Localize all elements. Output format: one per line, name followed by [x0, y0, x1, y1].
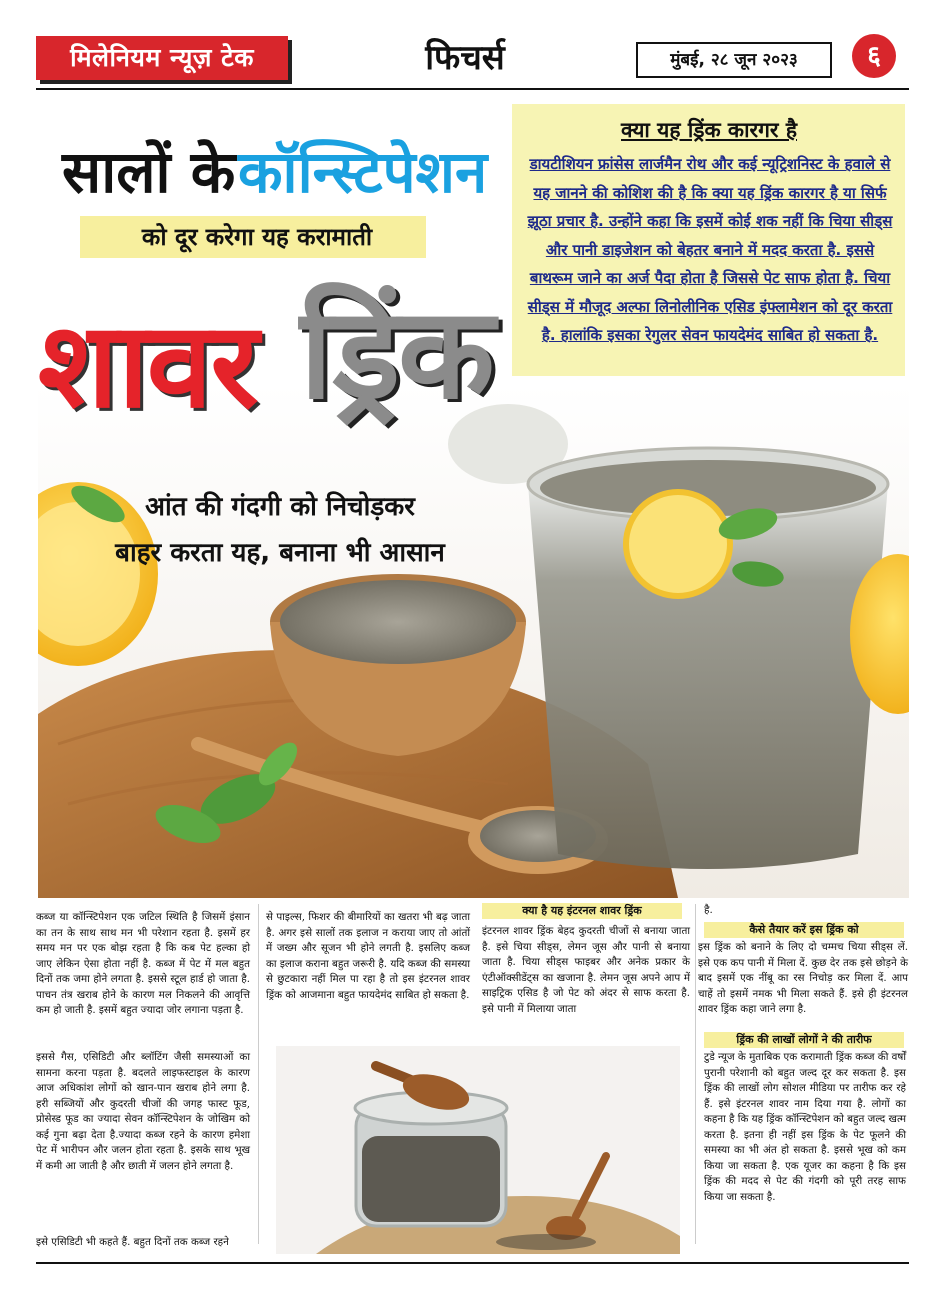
tagline-line-2: बाहर करता यह, बनाना भी आसान	[115, 538, 445, 568]
article-col2-para1: से पाइल्स, फिशर की बीमारियों का खतरा भी बढ़ जाता है. अगर इसे सालों तक इलाज न कराया जाए तो आंतों में जख्म और सूजन भी होने लगती है. इसलिए कब्ज का इलाज कराना बहुत जरूरी है. यदि कब्ज की समस्या से छुटकारा नहीं मिल पा रहा है तो इस इंटरनल शावर ड्रिंक को आजमाना बहुत फायदेमंद साबित हो सकता है.	[266, 911, 470, 1001]
article-col1-para3: इसे एसिडिटी भी कहते हैं. बहुत दिनों तक कब्ज रहने	[36, 1236, 229, 1248]
section-heading-praise: ड्रिंक की लाखों लोगों ने की तारीफ	[704, 1032, 904, 1048]
article-col4-para1: इस ड्रिंक को बनाने के लिए दो चम्मच चिया सीड्स लें. इसे एक कप पानी में मिला दें. कुछ देर तक इसे छोड़ने के बाद इसमें एक नींबू का रस निचोड़ कर मिला दें. आप चाहें तो इसमें नमक भी मिला सकते हैं. इसे ही इंटरनल शावर ड्रिंक कहा जाने लगा है.	[698, 941, 908, 1015]
article-col4-continuation: है.	[704, 904, 713, 916]
article-col3-para1: इंटरनल शावर ड्रिंक बेहद कुदरती चीजों से बनाया जाता है. इसे चिया सीड्स, लेमन जूस और पानी से बनाया जाता है. चिया सीड्स फाइबर और अनेक प्रकार के एंटीऑक्सीडेंट्स का खजाना है. लेमन जूस अपने आप में साइट्रिक एसिड है जो पेट को अंदर से साफ करता है. इसे पानी में मिलाया जाता	[482, 925, 690, 1015]
subheadline: को दूर करेगा यह करामाती	[141, 223, 373, 251]
tagline-line-1: आंत की गंदगी को निचोड़कर	[145, 492, 415, 522]
article-col1-para2: इससे गैस, एसिडिटी और ब्लॉटिंग जैसी समस्याओं का सामना करना पड़ता है. बदलते लाइफस्टाइल के कारण आज अधिकांश लोगों को खान-पान खराब होने लगा है. हरी सब्जियों और कुदरती चीजों की जगह फास्ट फूड, प्रोसेस्ड फूड का ज्यादा सेवन कॉन्स्टिपेशन के जोखिम को कई गुना बढ़ा देता है.ज्यादा कब्ज रहने के कारण हमेशा पेट में भारीपन और जलन होता रहता है. इसके साथ भूख में कमी आ जाती है और छाती में जलन होने लगता है.	[36, 1051, 250, 1172]
footer-rule	[36, 1262, 909, 1264]
headline-word-constipation: कॉन्स्टिपेशन	[238, 138, 488, 206]
chia-jar-photo	[276, 1046, 680, 1254]
article-col4-para2: टुडे न्यूज के मुताबिक एक करामाती ड्रिंक कब्ज की वर्षों पुरानी परेशानी को बहुत जल्द दूर कर सकता है. इस ड्रिंक की लाखों लोग सोशल मीडिया पर तारीफ कर रहे हैं. इसे इंटरनल शावर नाम दिया गया है. लोगों का कहना है कि यह ड्रिंक कॉन्स्टिपेशन को बहुत जल्द खत्म करता है. इतना ही नहीं इस ड्रिंक के पेट फूलने की समस्या का भी अंत हो सकता है. इससे भूख को कम किया जा सकता है. एक यूजर का कहना है कि इस ड्रिंक की मदद से पेट की गंदगी को पूरी तरह साफ किया जा सकता है.	[704, 1051, 906, 1203]
page-number-badge: ६	[852, 34, 896, 78]
chia-drink-photo	[38, 384, 909, 898]
section-heading-what-is: क्या है यह इंटरनल शावर ड्रिंक	[482, 903, 682, 919]
column-divider	[695, 904, 696, 1244]
headline-word-drink: ड्रिंक	[300, 280, 493, 427]
photo-tagline	[60, 484, 500, 576]
headline-word-saalon: सालों के	[62, 138, 236, 206]
dateline: मुंबई, २८ जून २०२३	[636, 42, 832, 78]
sidebar-box-text: डायटीशियन फ्रांसेस लार्जमैन रोथ और कई न्यूट्रिशनिस्ट के हवाले से यह जानने की कोशिश की है कि क्या यह ड्रिंक कारगर है या सिर्फ झूठा प्रचार है. उन्होंने कहा कि इसमें कोई शक नहीं कि चिया सीड्स और पानी डाइजेशन को बेहतर बनाने में मदद करता है. इससे बाथरूम जाने का अर्ज पैदा होता है जिससे पेट साफ होता है. चिया सीड्स में मौजूद अल्फा लिनोलीनिक एसिड इंफ्लामेशन को दूर करता है. हालांकि इसका रेगुलर सेवन फायदेमंद साबित हो सकता है.	[527, 155, 893, 344]
article-col1-para1: कब्ज या कॉन्स्टिपेशन एक जटिल स्थिति है जिसमें इंसान का तन के साथ साथ मन भी परेशान रहता है. इसमें हर समय मन पर एक बोझ रहता है कि कब पेट हल्का हो जाए लेकिन ऐसा होता नहीं है. कब्ज में पेट में मल बहुत दिनों तक जमा होने लगता है. इससे स्टूल हार्ड हो जाता है. पाचन तंत्र खराब होने के कारण मल निकलने की आवृत्ति कम हो जाती है. इसमें बहुत ज्यादा जोर लगाना पड़ता है.	[36, 911, 250, 1016]
column-divider	[258, 904, 259, 1244]
section-heading-how-to-prepare: कैसे तैयार करें इस ड्रिंक को	[704, 922, 904, 938]
headline-word-shower: शावर	[38, 296, 257, 434]
section-title: फिचर्स	[425, 38, 505, 78]
sidebar-box-title: क्या यह ड्रिंक कारगर है	[621, 118, 797, 142]
masthead-brand: मिलेनियम न्यूज़ टेक	[36, 36, 288, 80]
header-rule	[36, 88, 909, 90]
